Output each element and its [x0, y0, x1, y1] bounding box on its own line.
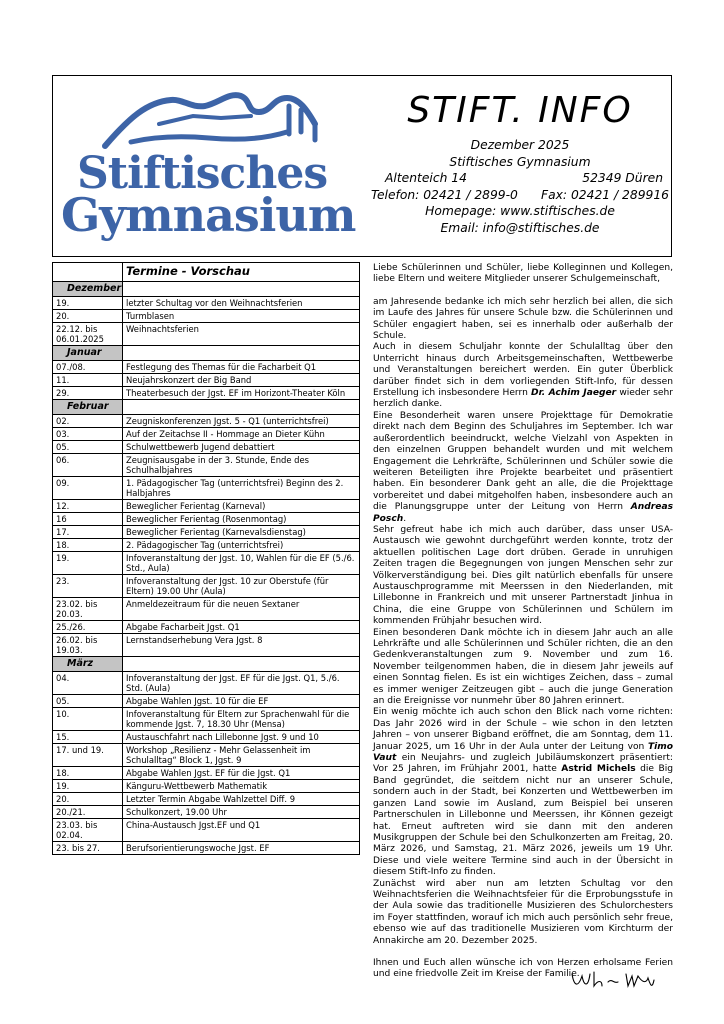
person-name: Andreas Posch — [373, 502, 673, 524]
address-line — [371, 170, 669, 187]
event-date: 03. — [53, 428, 123, 441]
event-date: 22.12. bis 06.01.2025 — [53, 323, 123, 346]
table-row — [53, 744, 360, 767]
event-date: 12. — [53, 500, 123, 513]
table-row — [53, 552, 360, 575]
month-spacer — [123, 400, 360, 415]
month-header — [53, 346, 360, 361]
person-name: Astrid Michels — [561, 764, 636, 775]
event-description: Turmblasen — [123, 310, 360, 323]
event-description: Auf der Zeitachse II - Hommage an Dieter Kühn — [123, 428, 360, 441]
email-link[interactable]: Email: info@stiftisches.de — [440, 220, 600, 235]
person-name: Timo Vaut — [373, 741, 673, 764]
table-row — [53, 428, 360, 441]
table-row — [53, 513, 360, 526]
table-row — [53, 361, 360, 374]
event-description: Infoveranstaltung der Jgst. EF für die Jgst. Q1, 5./6. Std. (Aula) — [123, 672, 360, 695]
event-description: Schulwettbewerb Jugend debattiert — [123, 441, 360, 454]
event-description: Beweglicher Ferientag (Rosenmontag) — [123, 513, 360, 526]
letter-paragraph: Einen besonderen Dank möchte ich in diesem Jahr auch an alle Lehrkräfte und alle Schülerinnen und Schüler richten, die an den Gedenkveranstaltungen zum 9. November und zum 16. November teilgenommen haben, die in diesem Jahr jeweils auf einen Sonntag fielen. Es ist ein wichtiges Zeichen, dass – zumal es immer weniger Zeitzeugen gibt – auch die junge Generation an die Ereignisse vor nunmehr über 80 Jahren erinnert. — [373, 627, 673, 707]
event-description: 1. Pädagogischer Tag (unterrichtsfrei) Beginn des 2. Halbjahres — [123, 477, 360, 500]
event-date: 23. bis 27. — [53, 842, 123, 855]
table-row — [53, 387, 360, 400]
table-row — [53, 708, 360, 731]
month-spacer — [123, 346, 360, 361]
table-row — [53, 780, 360, 793]
month-header — [53, 400, 360, 415]
letter-paragraph: Auch in diesem Schuljahr konnte der Schulalltag über den Unterricht hinaus durch Arbeitsgemeinschaften, Wettbewerbe und Veranstaltungen bereichert werden. Ein guter Überblick darüber findet sich in dem vorliegenden Stift-Info, für dessen Erstellung ich insbesondere Herrn Dr. Achim Jaeger wieder sehr herzlich danke. — [373, 342, 674, 410]
month-label: Januar — [53, 346, 123, 361]
homepage-link[interactable]: Homepage: www.stiftisches.de — [425, 204, 615, 218]
person-name: Dr. Achim Jaeger — [531, 388, 617, 399]
event-date: 17. und 19. — [53, 744, 123, 767]
event-date: 07./08. — [53, 361, 123, 374]
event-description: Lernstandserhebung Vera Jgst. 8 — [123, 634, 360, 657]
table-row — [53, 575, 360, 598]
event-date: 05. — [53, 695, 123, 708]
event-date: 11. — [53, 374, 123, 387]
table-row — [53, 454, 360, 477]
event-date: 25./26. — [53, 621, 123, 634]
table-row — [53, 500, 360, 513]
table-row — [53, 323, 360, 346]
event-date: 19. — [53, 780, 123, 793]
month-header — [53, 657, 360, 672]
letter-closing: Ihnen und Euch allen wünsche ich von Herzen erholsame Ferien und eine friedvolle Zeit im Kreise der Familie. — [373, 957, 673, 980]
event-description: Festlegung des Themas für die Facharbeit Q1 — [123, 361, 360, 374]
event-description: Abgabe Facharbeit Jgst. Q1 — [123, 621, 360, 634]
event-date: 23. — [53, 575, 123, 598]
building-icon — [101, 84, 331, 154]
month-header — [53, 282, 360, 297]
street: Altenteich 14 — [385, 171, 467, 185]
issue-date: Dezember 2025 — [470, 138, 570, 152]
table-row — [53, 477, 360, 500]
event-description: Zeugniskonferenzen Jgst. 5 - Q1 (unterrichtsfrei) — [123, 415, 360, 428]
table-row — [53, 598, 360, 621]
header-info — [371, 90, 669, 236]
event-description: Abgabe Wahlen Jgst. EF für die Jgst. Q1 — [123, 767, 360, 780]
letter-paragraph: Eine Besonderheit waren unsere Projekttage für Demokratie direkt nach dem Beginn des Schuljahres im September. Ich war außerordentlich beeindruckt, welche Vielzahl von Aspekten in den einzelnen Gruppen behandelt wurden und mit welchem Engagement die Lehrkräfte, Schülerinnen und Schüler sowie die weiteren Beteiligten ihre Projekte bearbeitet und präsentiert haben. Ein besonderer Dank geht an alle, die die Projekttage vorbereitet und dabei mitgeholfen haben, insbesondere auch an die Planungsgruppe unter der Leitung von Herrn Andreas Posch. — [373, 410, 673, 524]
event-description: 2. Pädagogischer Tag (unterrichtsfrei) — [123, 539, 360, 552]
table-row — [53, 767, 360, 780]
event-description: Schulkonzert, 19.00 Uhr — [123, 806, 360, 819]
event-description: Känguru-Wettbewerb Mathematik — [123, 780, 360, 793]
table-row — [53, 842, 360, 855]
schedule-table — [52, 262, 360, 855]
event-description: Beweglicher Ferientag (Karnevalsdienstag) — [123, 526, 360, 539]
table-row — [53, 695, 360, 708]
event-description: Weihnachtsferien — [123, 323, 360, 346]
event-description: Anmeldezeitraum für die neuen Sextaner — [123, 598, 360, 621]
event-description: Workshop „Resilienz - Mehr Gelassenheit im Schulalltag“ Block 1, Jgst. 9 — [123, 744, 360, 767]
table-row — [53, 731, 360, 744]
event-date: 18. — [53, 539, 123, 552]
table-row — [53, 793, 360, 806]
table-row — [53, 819, 360, 842]
letter-paragraph: Sehr gefreut habe ich mich auch darüber, dass unser USA-Austausch wie gewohnt durchgeführt werden konnte, trotz der aktuellen politischen Lage dort drüben. Gerade in unruhigen Zeiten tragen die Begegnungen von jungen Menschen sehr zur Völkerverständigung bei. Dies gilt natürlich ebenfalls für unsere Austauschprogramme mit Meerssen in den Niederlanden, mit Lillebonne in Frankreich und mit unserer Partnerstadt Jinhua in China, die eine Gruppe von Schülerinnen und Schülern im kommenden Frühjahr besuchen wird. — [373, 524, 673, 627]
schedule-title-row — [53, 263, 360, 282]
fax: Fax: 02421 / 289916 — [541, 187, 669, 202]
month-label: Februar — [53, 400, 123, 415]
event-date: 10. — [53, 708, 123, 731]
event-date: 26.02. bis 19.03. — [53, 634, 123, 657]
table-row — [53, 415, 360, 428]
event-date: 05. — [53, 441, 123, 454]
event-date: 20. — [53, 310, 123, 323]
event-description: Infoveranstaltung für Eltern zur Sprachenwahl für die kommende Jgst. 7, 18.30 Uhr (Mensa) — [123, 708, 360, 731]
event-description: Theaterbesuch der Jgst. EF im Horizont-Theater Köln — [123, 387, 360, 400]
table-row — [53, 297, 360, 310]
event-description: Neujahrskonzert der Big Band — [123, 374, 360, 387]
table-row — [53, 374, 360, 387]
letter — [373, 263, 673, 981]
page-title: STIFT. INFO — [407, 90, 633, 131]
school-logo — [61, 82, 356, 252]
logo-line-1: Stiftisches — [77, 148, 328, 199]
event-description: Infoveranstaltung der Jgst. 10, Wahlen für die EF (5./6. Std., Aula) — [123, 552, 360, 575]
table-row — [53, 539, 360, 552]
event-date: 19. — [53, 297, 123, 310]
schedule-title: Termine - Vorschau — [123, 263, 360, 282]
letter-paragraph: Ein wenig möchte ich auch schon den Blick nach vorne richten: Das Jahr 2026 wird in der Schule – wie schon in den letzten Jahren – von unserer Bigband eröffnet, die am Sonntag, dem 11. Januar 2025, um 16 Uhr in der Aula unter der Leitung von Timo Vaut ein Neujahrs- und zugleich Jubiläumskonzert präsentiert: Vor 25 Jahren, im Frühjahr 2001, hatte Astrid Michels die Big Band gegründet, die seitdem nicht nur an unserer Schule, sondern auch in der Stadt, bei Konzerten und Wettbewerben im ganzen Land sowie im Ausland, zum Beispiel bei unseren Partnerschulen in Lillebonne und Meerssen, ihr Können gezeigt hat. Erneut auftreten wird sie dann mit den anderen Musikgruppen der Schule bei den Schulkonzerten am Freitag, 20. März 2026, und Samstag, 21. März 2026, jeweils um 19 Uhr. Diese und viele weitere Termine sind auch in der Übersicht in diesem Stift-Info zu finden. — [373, 707, 673, 878]
letter-paragraph: Zunächst wird aber nun am letzten Schultag vor den Weihnachtsferien die Weihnachtsfeier für die Erprobungsstufe in der Aula sowie das traditionelle Musizieren des Schulorchesters im Foyer stattfinden, worauf ich mich auch persönlich sehr freue, ebenso wie auf das traditionelle Musizieren vom Kirchturm der Annakirche am 20. Dezember 2025. — [373, 878, 673, 946]
month-spacer — [123, 657, 360, 672]
event-description: Infoveranstaltung der Jgst. 10 zur Oberstufe (für Eltern) 19.00 Uhr (Aula) — [123, 575, 360, 598]
letter-greeting: Liebe Schülerinnen und Schüler, liebe Kolleginnen und Kollegen, liebe Eltern und weitere Mitglieder unserer Schulgemeinschaft, — [373, 263, 673, 285]
event-description: Austauschfahrt nach Lillebonne Jgst. 9 und 10 — [123, 731, 360, 744]
event-date: 20. — [53, 793, 123, 806]
table-row — [53, 806, 360, 819]
table-row — [53, 526, 360, 539]
masthead — [52, 75, 672, 257]
month-label: März — [53, 657, 123, 672]
month-label: Dezember — [53, 282, 123, 297]
phone: Telefon: 02421 / 2899-0 — [371, 187, 518, 202]
contact-line — [371, 187, 669, 204]
table-row — [53, 310, 360, 323]
city: 52349 Düren — [582, 171, 663, 185]
table-row — [53, 441, 360, 454]
event-description: letzter Schultag vor den Weihnachtsferien — [123, 297, 360, 310]
event-date: 16 — [53, 513, 123, 526]
table-row — [53, 621, 360, 634]
event-description: Beweglicher Ferientag (Karneval) — [123, 500, 360, 513]
empty-cell — [53, 263, 123, 282]
table-row — [53, 634, 360, 657]
event-description: Berufsorientierungswoche Jgst. EF — [123, 842, 360, 855]
table-row — [53, 672, 360, 695]
logo-line-2: Gymnasium — [61, 188, 356, 242]
event-date: 29. — [53, 387, 123, 400]
event-description: Zeugnisausgabe in der 3. Stunde, Ende des Schulhalbjahres — [123, 454, 360, 477]
event-date: 04. — [53, 672, 123, 695]
event-date: 09. — [53, 477, 123, 500]
letter-paragraph: am Jahresende bedanke ich mich sehr herzlich bei allen, die sich im Laufe des Jahres für unsere Schule bzw. die Schülerinnen und Schüler engagiert haben, sei es innerhalb oder außerhalb der Schule. — [373, 296, 673, 342]
school-name: Stiftisches Gymnasium — [449, 154, 591, 169]
event-date: 23.02. bis 20.03. — [53, 598, 123, 621]
event-date: 19. — [53, 552, 123, 575]
signature — [568, 968, 658, 994]
event-date: 15. — [53, 731, 123, 744]
event-date: 06. — [53, 454, 123, 477]
month-spacer — [123, 282, 360, 297]
event-description: Letzter Termin Abgabe Wahlzettel Diff. 9 — [123, 793, 360, 806]
event-date: 20./21. — [53, 806, 123, 819]
event-date: 17. — [53, 526, 123, 539]
event-date: 18. — [53, 767, 123, 780]
event-date: 02. — [53, 415, 123, 428]
event-date: 23.03. bis 02.04. — [53, 819, 123, 842]
event-description: Abgabe Wahlen Jgst. 10 für die EF — [123, 695, 360, 708]
event-description: China-Austausch Jgst.EF und Q1 — [123, 819, 360, 842]
